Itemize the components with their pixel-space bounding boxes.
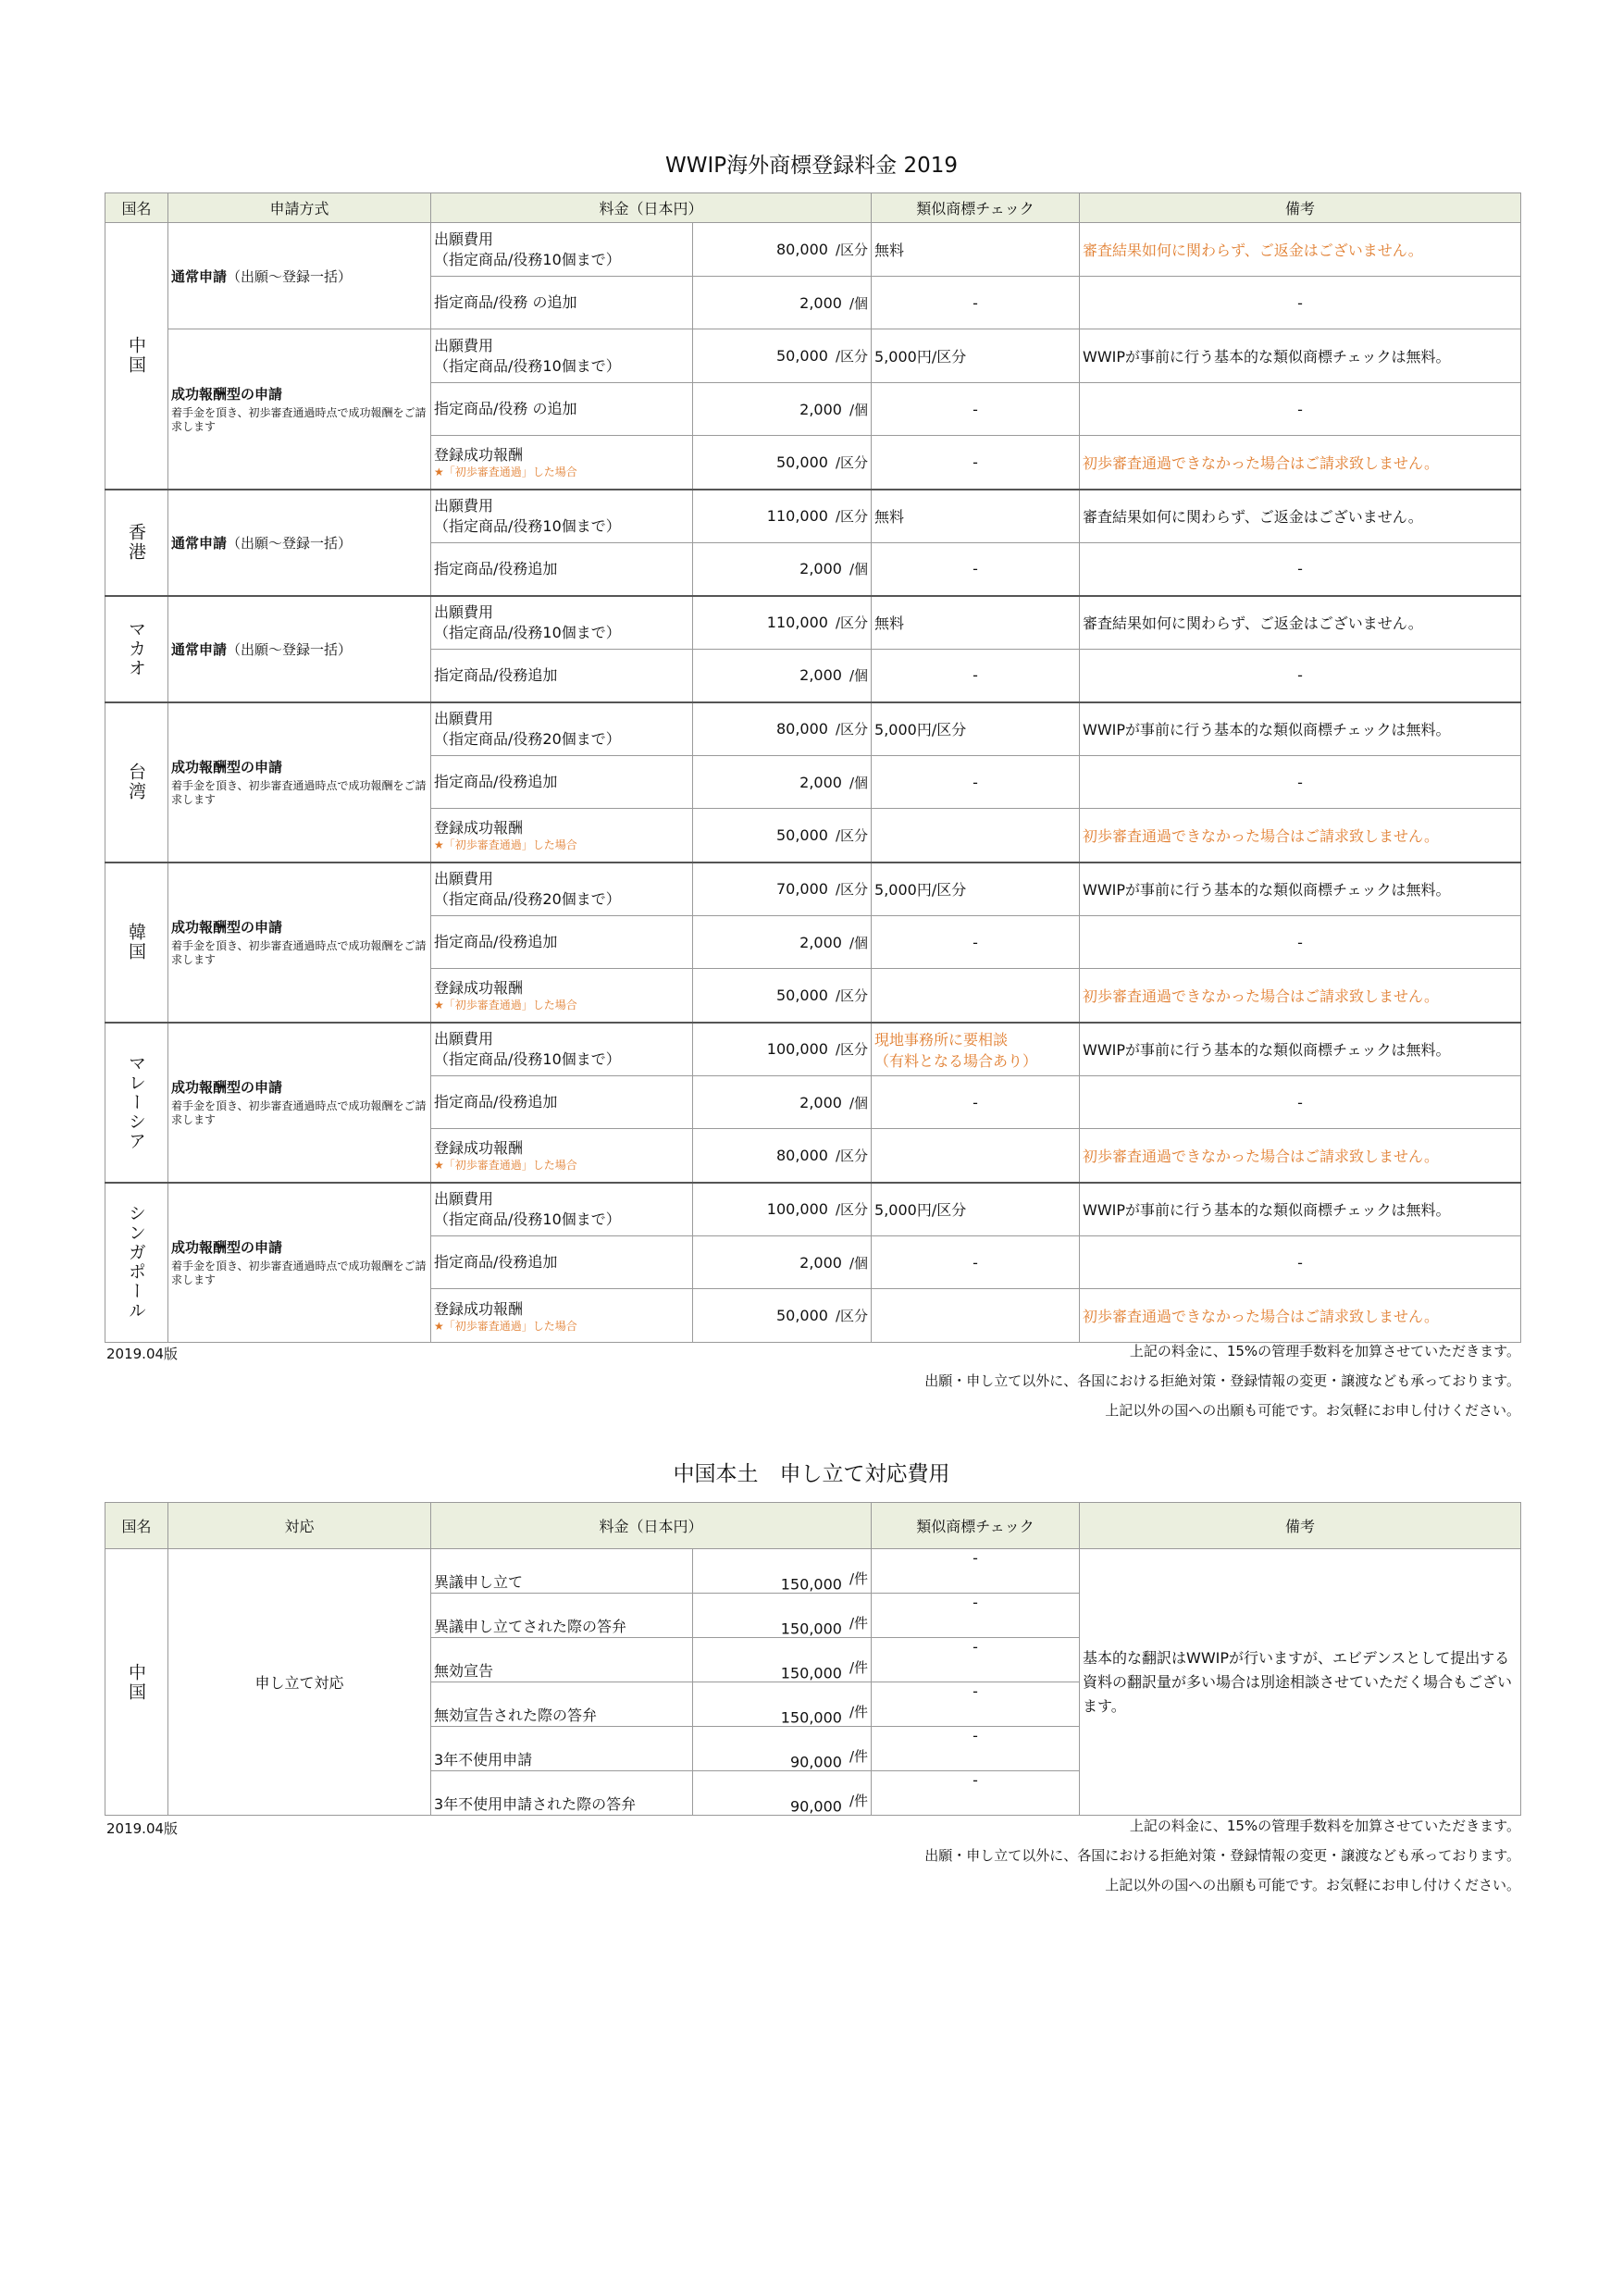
item-cell: 指定商品/役務追加	[431, 756, 693, 809]
check-cell: -	[872, 1076, 1080, 1129]
price-cell: 90,000 $^{/件}$	[693, 1771, 872, 1816]
item-cell: 登録成功報酬 ★「初歩審査通過」した場合	[431, 436, 693, 490]
country-name: マレーシア	[126, 1053, 146, 1151]
price-cell: 2,000 /個	[693, 1236, 872, 1289]
price-cell: 2,000 /個	[693, 650, 872, 702]
price-cell: 2,000 /個	[693, 277, 872, 329]
method-cell: 通常申請（出願～登録一括）	[168, 223, 431, 329]
col-remarks: 備考	[1080, 193, 1521, 223]
item-cell: 出願費用 （指定商品/役務10個まで）	[431, 490, 693, 543]
col-response: 対応	[168, 1503, 431, 1549]
country-name: 中国	[126, 1662, 146, 1702]
check-cell: -	[872, 383, 1080, 436]
country-name: シンガポール	[126, 1204, 146, 1322]
item-cell: 指定商品/役務追加	[431, 1076, 693, 1129]
check-cell	[872, 1289, 1080, 1343]
remark-cell: WWIPが事前に行う基本的な類似商標チェックは無料。	[1080, 329, 1521, 383]
price-cell: 2,000 /個	[693, 916, 872, 969]
col-method: 申請方式	[168, 193, 431, 223]
footer-line: 上記の料金に、15%の管理手数料を加算させていただきます。	[1129, 1818, 1520, 1834]
check-cell: -	[872, 1682, 1080, 1727]
item-cell: 出願費用 （指定商品/役務10個まで）	[431, 1183, 693, 1236]
price-cell: 110,000 /区分	[693, 490, 872, 543]
item-cell: 指定商品/役務追加	[431, 543, 693, 596]
item-cell: 3年不使用申請	[431, 1727, 693, 1771]
item-cell: 出願費用 （指定商品/役務10個まで）	[431, 1023, 693, 1076]
check-cell: -	[872, 277, 1080, 329]
check-cell	[872, 969, 1080, 1023]
check-cell: 現地事務所に要相談 （有料となる場合あり）	[872, 1023, 1080, 1076]
item-cell: 登録成功報酬 ★「初歩審査通過」した場合	[431, 809, 693, 863]
table-row	[105, 863, 1521, 916]
col-country: 国名	[105, 193, 168, 223]
item-cell: 登録成功報酬 ★「初歩審査通過」した場合	[431, 1129, 693, 1183]
remark-cell: WWIPが事前に行う基本的な類似商標チェックは無料。	[1080, 702, 1521, 756]
method-cell: 通常申請（出願～登録一括）	[168, 596, 431, 702]
country-name: 中国	[126, 336, 146, 376]
method-cell: 成功報酬型の申請 着手金を頂き、初歩審査通過時点で成功報酬をご請求します	[168, 1023, 431, 1183]
check-cell: -	[872, 1727, 1080, 1771]
table-row	[105, 1183, 1521, 1236]
price-cell: 150,000 $^{/件}$	[693, 1549, 872, 1594]
item-cell: 出願費用 （指定商品/役務10個まで）	[431, 596, 693, 650]
country-cell	[105, 223, 168, 490]
method-cell: 成功報酬型の申請 着手金を頂き、初歩審査通過時点で成功報酬をご請求します	[168, 863, 431, 1023]
check-cell: -	[872, 1638, 1080, 1682]
footer-notes	[924, 1336, 1520, 1425]
footer-line: 出願・申し立て以外に、各国における拒絶対策・登録情報の変更・譲渡なども承っております。	[924, 1372, 1520, 1389]
check-cell	[872, 809, 1080, 863]
item-cell: 3年不使用申請された際の答弁	[431, 1771, 693, 1816]
page-title: WWIP海外商標登録料金 2019	[665, 154, 958, 178]
remark-cell: WWIPが事前に行う基本的な類似商標チェックは無料。	[1080, 863, 1521, 916]
response-cell: 申し立て対応	[168, 1549, 431, 1816]
price-cell: 80,000 /区分	[693, 702, 872, 756]
col-check: 類似商標チェック	[872, 193, 1080, 223]
section-title: 中国本土 申し立て対応費用	[673, 1462, 950, 1486]
price-cell: 110,000 /区分	[693, 596, 872, 650]
item-cell: 無効宣告	[431, 1638, 693, 1682]
check-cell	[872, 1129, 1080, 1183]
item-cell: 無効宣告された際の答弁	[431, 1682, 693, 1727]
item-cell: 指定商品/役務追加	[431, 650, 693, 702]
item-cell: 登録成功報酬 ★「初歩審査通過」した場合	[431, 1289, 693, 1343]
item-cell: 異議申し立てされた際の答弁	[431, 1594, 693, 1638]
check-cell: -	[872, 916, 1080, 969]
item-cell: 出願費用 （指定商品/役務20個まで）	[431, 702, 693, 756]
table-row	[105, 490, 1521, 543]
price-cell: 50,000 /区分	[693, 969, 872, 1023]
country-cell	[105, 702, 168, 863]
remark-cell: -	[1080, 1076, 1521, 1129]
table-row	[105, 329, 1521, 383]
item-cell: 指定商品/役務追加	[431, 1236, 693, 1289]
footer-line: 出願・申し立て以外に、各国における拒絶対策・登録情報の変更・譲渡なども承っております。	[924, 1847, 1520, 1864]
remark-cell: 初歩審査通過できなかった場合はご請求致しません。	[1080, 1129, 1521, 1183]
remark-cell: 審査結果如何に関わらず、ご返金はございません。	[1080, 490, 1521, 543]
table-row	[105, 596, 1521, 650]
price-cell: 100,000 /区分	[693, 1023, 872, 1076]
country-cell	[105, 1023, 168, 1183]
check-cell: -	[872, 1549, 1080, 1594]
remark-cell: 基本的な翻訳はWWIPが行いますが、エビデンスとして提出する資料の翻訳量が多い場合は別途相談させていただく場合もございます。	[1080, 1549, 1521, 1816]
price-cell: 2,000 /個	[693, 756, 872, 809]
item-cell: 出願費用 （指定商品/役務10個まで）	[431, 329, 693, 383]
check-cell: 5,000円/区分	[872, 863, 1080, 916]
remark-cell: -	[1080, 383, 1521, 436]
table-header	[105, 193, 1521, 223]
check-cell: 5,000円/区分	[872, 702, 1080, 756]
col-check: 類似商標チェック	[872, 1503, 1080, 1549]
remark-cell: 初歩審査通過できなかった場合はご請求致しません。	[1080, 809, 1521, 863]
method-cell: 成功報酬型の申請 着手金を頂き、初歩審査通過時点で成功報酬をご請求します	[168, 702, 431, 863]
price-cell: 50,000 /区分	[693, 329, 872, 383]
objection-table	[105, 1502, 1521, 1816]
item-cell: 指定商品/役務追加	[431, 916, 693, 969]
price-cell: 2,000 /個	[693, 383, 872, 436]
fee-table	[105, 192, 1521, 1343]
item-cell: 指定商品/役務 の追加	[431, 383, 693, 436]
footer-line: 上記以外の国への出願も可能です。お気軽にお申し付けください。	[1105, 1877, 1520, 1893]
remark-cell: -	[1080, 756, 1521, 809]
remark-cell: -	[1080, 916, 1521, 969]
col-remarks: 備考	[1080, 1503, 1521, 1549]
footer-line: 上記以外の国への出願も可能です。お気軽にお申し付けください。	[1105, 1402, 1520, 1419]
version-label: 2019.04版	[106, 1346, 179, 1362]
country-cell	[105, 596, 168, 702]
price-cell: 80,000 /区分	[693, 223, 872, 277]
table-row	[105, 1023, 1521, 1076]
check-cell: -	[872, 543, 1080, 596]
check-cell: 無料	[872, 223, 1080, 277]
country-name: マカオ	[126, 619, 146, 678]
price-cell: 50,000 /区分	[693, 809, 872, 863]
remark-cell: WWIPが事前に行う基本的な類似商標チェックは無料。	[1080, 1183, 1521, 1236]
remark-cell: -	[1080, 543, 1521, 596]
remark-cell: 審査結果如何に関わらず、ご返金はございません。	[1080, 223, 1521, 277]
remark-cell: -	[1080, 1236, 1521, 1289]
price-cell: 100,000 /区分	[693, 1183, 872, 1236]
col-country: 国名	[105, 1503, 168, 1549]
item-cell: 出願費用 （指定商品/役務20個まで）	[431, 863, 693, 916]
price-cell: 50,000 /区分	[693, 436, 872, 490]
price-cell: 2,000 /個	[693, 1076, 872, 1129]
col-fee: 料金（日本円）	[431, 193, 872, 223]
check-cell: -	[872, 1236, 1080, 1289]
method-cell: 通常申請（出願～登録一括）	[168, 490, 431, 596]
check-cell: -	[872, 436, 1080, 490]
country-name: 韓国	[126, 923, 146, 962]
item-cell: 出願費用 （指定商品/役務10個まで）	[431, 223, 693, 277]
item-cell: 指定商品/役務 の追加	[431, 277, 693, 329]
price-cell: 2,000 /個	[693, 543, 872, 596]
remark-cell: 初歩審査通過できなかった場合はご請求致しません。	[1080, 1289, 1521, 1343]
remark-cell: WWIPが事前に行う基本的な類似商標チェックは無料。	[1080, 1023, 1521, 1076]
version-label: 2019.04版	[106, 1820, 179, 1837]
price-cell: 150,000 $^{/件}$	[693, 1682, 872, 1727]
country-name: 香港	[126, 523, 146, 562]
check-cell: 無料	[872, 490, 1080, 543]
table-header	[105, 1503, 1521, 1549]
remark-cell: -	[1080, 277, 1521, 329]
price-cell: 150,000 $^{/件}$	[693, 1638, 872, 1682]
remark-cell: 初歩審査通過できなかった場合はご請求致しません。	[1080, 436, 1521, 490]
col-fee: 料金（日本円）	[431, 1503, 872, 1549]
country-name: 台湾	[126, 763, 146, 801]
check-cell: 5,000円/区分	[872, 1183, 1080, 1236]
price-cell: 80,000 /区分	[693, 1129, 872, 1183]
footer-notes	[924, 1811, 1520, 1900]
remark-cell: 初歩審査通過できなかった場合はご請求致しません。	[1080, 969, 1521, 1023]
price-cell: 70,000 /区分	[693, 863, 872, 916]
remark-cell: -	[1080, 650, 1521, 702]
check-cell: -	[872, 1771, 1080, 1816]
country-cell	[105, 863, 168, 1023]
table-row	[105, 223, 1521, 277]
item-cell: 異議申し立て	[431, 1549, 693, 1594]
footer-line: 上記の料金に、15%の管理手数料を加算させていただきます。	[1129, 1343, 1520, 1359]
method-cell: 成功報酬型の申請 着手金を頂き、初歩審査通過時点で成功報酬をご請求します	[168, 1183, 431, 1343]
country-cell	[105, 1549, 168, 1816]
price-cell: 90,000 $^{/件}$	[693, 1727, 872, 1771]
table-row	[105, 702, 1521, 756]
price-cell: 150,000 $^{/件}$	[693, 1594, 872, 1638]
table-row	[105, 1549, 1521, 1594]
remark-cell: 審査結果如何に関わらず、ご返金はございません。	[1080, 596, 1521, 650]
check-cell: 無料	[872, 596, 1080, 650]
check-cell: -	[872, 1594, 1080, 1638]
item-cell: 登録成功報酬 ★「初歩審査通過」した場合	[431, 969, 693, 1023]
check-cell: -	[872, 650, 1080, 702]
check-cell: 5,000円/区分	[872, 329, 1080, 383]
country-cell	[105, 1183, 168, 1343]
country-cell	[105, 490, 168, 596]
price-cell: 50,000 /区分	[693, 1289, 872, 1343]
method-cell: 成功報酬型の申請 着手金を頂き、初歩審査通過時点で成功報酬をご請求します	[168, 329, 431, 490]
check-cell: -	[872, 756, 1080, 809]
